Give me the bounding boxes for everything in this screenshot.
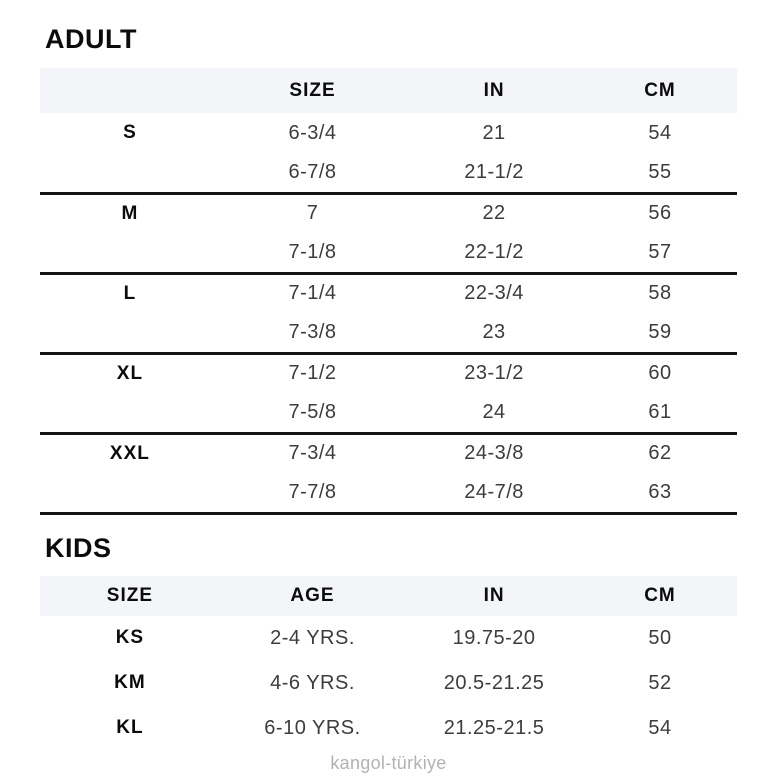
adult-header-size: SIZE [220,68,405,113]
kids-header-in: IN [405,576,583,616]
size-group-label: L [123,282,137,304]
cm-value-cell: 54 [648,121,672,144]
adult-table-row [40,273,737,313]
size-group-label: M [121,202,139,224]
in-value-cell: 21 [482,121,506,144]
cm-value-cell: 63 [583,473,737,513]
kids-header-size: SIZE [40,576,220,616]
cm-value-cell: 61 [583,393,737,433]
size-value-cell: 7-5/8 [220,393,405,433]
kids-header-row [40,576,737,616]
adult-table-row [40,393,737,433]
size-value-cell: 7-1/4 [288,282,337,305]
in-value-cell: 22 [482,202,506,225]
size-group-label [40,393,220,433]
adult-table-row [40,473,737,513]
cm-value-cell: 60 [648,362,672,385]
cm-value-cell: 62 [648,442,672,465]
adult-table-row [40,193,737,233]
adult-section-title: ADULT [45,24,137,54]
adult-table-row [40,433,737,473]
cm-value-cell: 56 [648,202,672,225]
size-group-label [40,153,220,193]
in-value-cell: 23-1/2 [464,362,524,385]
adult-table-body [40,113,737,513]
adult-table-row [40,113,737,153]
kids-table-row [40,661,737,706]
age-value-cell: 6-10 YRS. [264,716,361,739]
size-value-cell: 6-7/8 [220,153,405,193]
adult-header-in: IN [405,68,583,113]
size-value-cell: 7-3/8 [220,313,405,353]
kids-size-label: KS [115,627,145,648]
in-value-cell: 24-7/8 [405,473,583,513]
size-group-label: XXL [109,442,150,464]
adult-size-table [40,68,737,515]
kids-section-title: KIDS [45,532,112,563]
watermark-text: kangol-türkiye [330,752,447,773]
adult-header-cm: CM [583,68,737,113]
kids-table-row [40,616,737,661]
kids-header-cm: CM [583,576,737,616]
in-value-cell: 22-3/4 [464,282,524,305]
kids-size-label: KL [116,717,144,738]
in-value-cell: 24 [405,393,583,433]
kids-table-body [40,616,737,751]
cm-value-cell: 58 [648,282,672,305]
in-value-cell: 21-1/2 [405,153,583,193]
size-group-label [40,233,220,273]
size-value-cell: 7-1/8 [220,233,405,273]
size-group-label [40,313,220,353]
size-value-cell: 7-7/8 [220,473,405,513]
in-value-cell: 20.5-21.25 [443,671,545,694]
adult-table-row [40,313,737,353]
size-chart-page [0,24,776,774]
size-group-label: XL [116,362,144,384]
adult-table-row [40,353,737,393]
in-value-cell: 19.75-20 [452,626,536,649]
in-value-cell: 21.25-21.5 [443,716,545,739]
size-group-label: S [123,122,137,143]
size-value-cell: 7 [306,202,319,225]
size-group-label [40,473,220,513]
adult-header-row [40,68,737,113]
cm-value-cell: 52 [648,671,672,694]
cm-value-cell: 50 [648,626,672,649]
in-value-cell: 24-3/8 [464,442,524,465]
kids-table-row [40,706,737,751]
kids-size-label: KM [114,672,146,693]
size-value-cell: 6-3/4 [288,121,337,144]
in-value-cell: 22-1/2 [405,233,583,273]
in-value-cell: 23 [405,313,583,353]
kids-header-age: AGE [220,576,405,616]
size-value-cell: 7-3/4 [288,442,337,465]
kids-size-table [40,576,737,751]
size-value-cell: 7-1/2 [288,362,337,385]
age-value-cell: 4-6 YRS. [270,671,355,694]
cm-value-cell: 59 [583,313,737,353]
adult-header-blank [40,68,220,113]
adult-table-row [40,233,737,273]
cm-value-cell: 57 [583,233,737,273]
age-value-cell: 2-4 YRS. [270,626,355,649]
cm-value-cell: 55 [583,153,737,193]
adult-table-row [40,153,737,193]
cm-value-cell: 54 [648,716,672,739]
